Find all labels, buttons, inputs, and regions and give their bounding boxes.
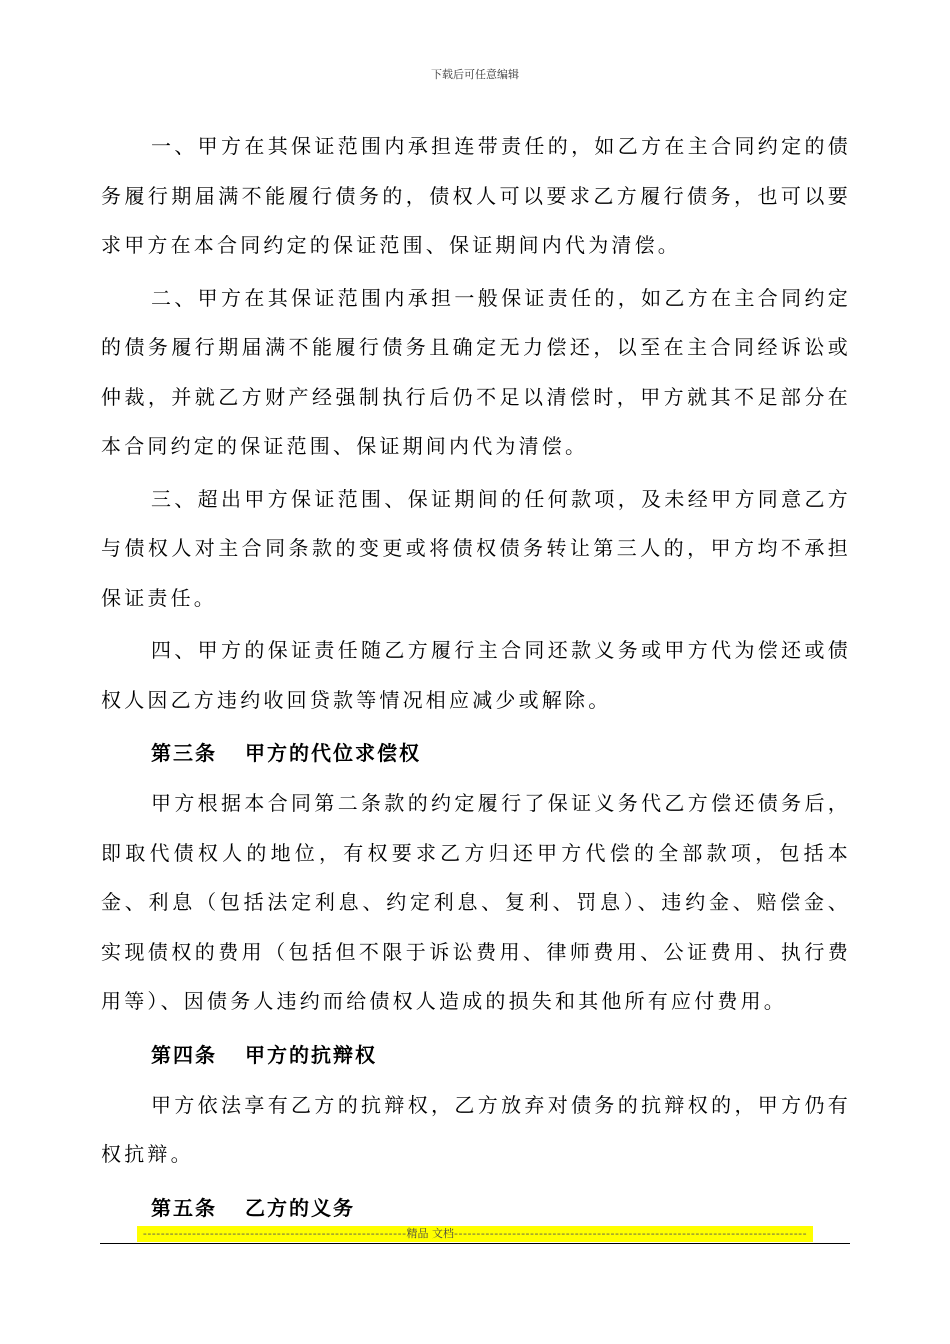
footer-divider: [100, 1243, 850, 1244]
article-5-number: 第五条: [151, 1195, 217, 1220]
article-4-title: 甲方的抗辩权: [245, 1042, 377, 1067]
footer-left-dashes: -----------------------------------------------------------: [142, 1227, 407, 1240]
article-3-heading: [101, 728, 851, 779]
footer-label: 精品 文档: [406, 1227, 455, 1240]
clause-paragraph-2: 二、甲方在其保证范围内承担一般保证责任的，如乙方在主合同约定的债务履行期届满不能履行债务且确定无力偿还，以至在主合同经诉讼或仲裁，并就乙方财产经强制执行后仍不足以清偿时，甲方就其不足部分在本合同约定的保证范围、保证期间内代为清偿。: [101, 285, 851, 458]
article-3-paragraph: 甲方根据本合同第二条款的约定履行了保证义务代乙方偿还债务后，即取代债权人的地位，有权要求乙方归还甲方代偿的全部款项，包括本金、利息（包括法定利息、约定利息、复利、罚息）、违约金、赔偿金、实现债权的费用（包括但不限于诉讼费用、律师费用、公证费用、执行费用等）、因债务人违约而给债权人造成的损失和其他所有应付费用。: [101, 791, 851, 1013]
clause-paragraph-4: 四、甲方的保证责任随乙方履行主合同还款义务或甲方代为偿还或债权人因乙方违约收回贷款等情况相应减少或解除。: [101, 638, 851, 712]
article-5-title: 乙方的义务: [245, 1195, 355, 1220]
footer-right-dashes: -------------------------------------------------------------------------------: [454, 1227, 808, 1240]
article-4-heading: [101, 1030, 851, 1081]
article-3-number: 第三条: [151, 741, 217, 765]
page-header: 下载后可任意编辑: [431, 68, 519, 81]
clause-paragraph-3: 三、超出甲方保证范围、保证期间的任何款项，及未经甲方同意乙方与债权人对主合同条款的变更或将债权债务转让第三人的，甲方均不承担保证责任。: [101, 486, 851, 610]
clause-paragraph-1: 一、甲方在其保证范围内承担连带责任的，如乙方在主合同约定的债务履行期届满不能履行债务的，债权人可以要求乙方履行债务，也可以要求甲方在本合同约定的保证范围、保证期间内代为清偿。: [101, 134, 851, 257]
article-4-number: 第四条: [151, 1042, 217, 1067]
article-3-title: 甲方的代位求偿权: [245, 741, 421, 765]
article-4-paragraph: 甲方依法享有乙方的抗辩权，乙方放弃对债务的抗辩权的，甲方仍有权抗辩。: [101, 1092, 851, 1166]
footer-highlight-band: [137, 1226, 813, 1242]
document-body: [101, 122, 851, 1234]
